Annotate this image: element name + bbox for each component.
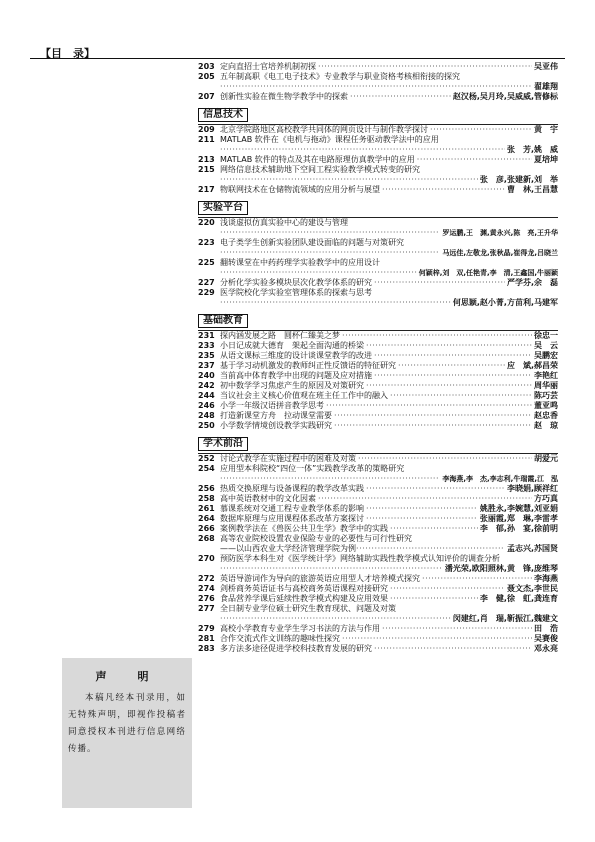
toc-entry[interactable] <box>198 331 558 341</box>
article-title: 五年制高职《电工电子技术》专业教学与职业资格考核相衔接的探究 <box>220 72 460 81</box>
article-authors: 闵建红,肖 瑞,靳振江,魏建文 <box>452 614 558 623</box>
page-number: 258 <box>198 494 215 503</box>
page-number: 281 <box>198 634 215 643</box>
dot-leader <box>350 92 451 102</box>
article-title: 基于学习动机激发的教师纠正性反馈语的特征研究 <box>220 361 396 370</box>
page-number: 272 <box>198 574 215 583</box>
article-authors: 董亚鸣 <box>534 401 558 410</box>
article-title: 浅谈虚拟仿真实验中心的建设与管理 <box>220 218 348 227</box>
toc-entry[interactable] <box>198 278 558 288</box>
page-number: 207 <box>198 92 215 101</box>
article-title: 当前高中体育教学中出现的问题及应对措施 <box>220 371 372 380</box>
dot-leader <box>220 228 440 238</box>
dot-leader <box>366 504 478 514</box>
article-authors: 严学芬,余 磊 <box>506 278 558 287</box>
page-number: 235 <box>198 351 215 360</box>
article-authors: 赵 琼 <box>534 421 558 430</box>
toc-entry[interactable] <box>198 185 558 195</box>
dot-leader <box>382 624 532 634</box>
toc-entry[interactable] <box>198 574 558 584</box>
article-authors: 吴 云 <box>534 341 558 350</box>
toc-entry[interactable] <box>198 401 558 411</box>
article-title: 高中英语教材中的文化因素 <box>220 494 316 503</box>
toc-entry[interactable] <box>198 62 558 72</box>
page-number: 213 <box>198 155 215 164</box>
dot-leader <box>390 594 478 604</box>
toc-entry[interactable] <box>198 411 558 421</box>
page-number: 233 <box>198 341 215 350</box>
page-number: 250 <box>198 421 215 430</box>
dot-leader <box>374 644 532 654</box>
article-title: 小学数学情境创设教学实践研究 <box>220 421 332 430</box>
article-title: 定向直招士官培养机制初探 <box>220 62 316 71</box>
toc-entry[interactable] <box>198 504 558 514</box>
toc-entry[interactable] <box>198 634 558 644</box>
article-title: 从语文课标三维度的设计谈课堂教学的改进 <box>220 351 372 360</box>
toc-entry[interactable] <box>198 238 558 258</box>
article-authors: 张 芳,姚 威 <box>506 145 558 154</box>
dot-leader <box>382 185 505 195</box>
dot-leader <box>334 421 532 431</box>
article-title: 物联网技术在仓储物流领域的应用分析与展望 <box>220 185 380 194</box>
article-title: 应用型本科院校“四位一体”实践教学改革的策略研究 <box>220 464 405 473</box>
dot-leader <box>220 298 451 308</box>
article-authors: 赵汉杨,吴月玲,吴威威,管修标 <box>452 92 558 101</box>
article-authors: 夏培坤 <box>534 155 558 164</box>
dot-leader <box>326 401 532 411</box>
dot-leader <box>318 62 532 72</box>
page-number: 211 <box>198 135 215 144</box>
article-authors: 徐忠一 <box>534 331 558 340</box>
article-authors: 李艳红 <box>534 371 558 380</box>
page-number: 227 <box>198 278 215 287</box>
page-number: 252 <box>198 454 215 463</box>
page-number: 209 <box>198 125 215 134</box>
toc-entry[interactable] <box>198 421 558 431</box>
article-authors: 吴赛俊 <box>534 634 558 643</box>
dot-leader <box>220 564 443 574</box>
dot-leader <box>374 351 532 361</box>
dot-leader <box>374 278 505 288</box>
article-title: 多方法多途径促进学校科技教育发展的研究 <box>220 644 372 653</box>
dot-leader <box>390 584 505 594</box>
copyright-notice <box>62 658 192 808</box>
toc-entry[interactable] <box>198 381 558 391</box>
article-title: 热质交换原理与设备课程的教学改革实践 <box>220 484 364 493</box>
article-title: 创新性实验在微生物学教学中的探索 <box>220 92 348 101</box>
page-number: 270 <box>198 554 215 563</box>
page-number: 246 <box>198 401 215 410</box>
dot-leader <box>220 268 417 278</box>
toc-entry[interactable] <box>198 484 558 494</box>
page-number: 231 <box>198 331 215 340</box>
article-title: 英语导游词作为导向的旅游英语应用型人才培养模式探究 <box>220 574 420 583</box>
page-number: 261 <box>198 504 215 513</box>
article-authors: 孟志兴,苏国贤 <box>506 544 558 553</box>
article-authors: 黄 宇 <box>534 125 558 134</box>
toc-entry[interactable] <box>198 514 558 524</box>
page-number: 225 <box>198 258 215 267</box>
dot-leader <box>366 341 532 351</box>
page-number: 205 <box>198 72 215 81</box>
page-number: 268 <box>198 534 215 543</box>
article-title: 高等农业院校设置农业保险专业的必要性与可行性研究 <box>220 534 412 543</box>
article-title: 分析化学实验多模块层次化教学体系的研究 <box>220 278 372 287</box>
page-number: 279 <box>198 624 215 633</box>
article-authors: 胡爱元 <box>534 454 558 463</box>
dot-leader <box>220 474 440 484</box>
page-number: 220 <box>198 218 215 227</box>
article-title: MATLAB 软件在《电机与拖动》课程任务驱动教学法中的应用 <box>220 135 439 144</box>
page-number: 276 <box>198 594 215 603</box>
article-authors: 何颖梓,刘 双,任艳青,李 清,王鑫国,牛丽颖 <box>418 269 558 277</box>
dot-leader <box>422 574 532 584</box>
toc-entry[interactable] <box>198 155 558 165</box>
toc-entry[interactable] <box>198 644 558 654</box>
toc-entry[interactable] <box>198 258 558 278</box>
article-title: 食品营养学课后延续性教学模式构建及应用效果 <box>220 594 388 603</box>
page-number: 215 <box>198 165 215 174</box>
article-title: 小日记成就大德育 架起全面沟通的桥梁 <box>220 341 364 350</box>
article-title: 高校小学教育专业学生学习书法的方法与作用 <box>220 624 380 633</box>
article-title: 北京学院路地区高校教学共同体的网页设计与制作教学探讨 <box>220 125 428 134</box>
page-number: 223 <box>198 238 215 247</box>
toc-entry[interactable] <box>198 604 558 624</box>
article-authors: 周华丽 <box>534 381 558 390</box>
article-authors: 张丽霞,郑 琳,李雷孝 <box>479 514 558 523</box>
article-title: 预防医学本科生对《医学统计学》网络辅助实践性教学模式认知评价的调查分析 <box>220 554 500 563</box>
toc-entry[interactable] <box>198 624 558 634</box>
notice-text: 本稿凡经本刊录用，如无特殊声明，即视作投稿者同意授权本刊进行信息网络传播。 <box>68 693 186 754</box>
page-number: 254 <box>198 464 215 473</box>
toc-entry[interactable] <box>198 165 558 185</box>
page-number: 277 <box>198 604 215 613</box>
dot-leader <box>318 494 532 504</box>
article-title: 剑桥商务英语证书与高校商务英语课程对接研究 <box>220 584 388 593</box>
article-title: MATLAB 软件的特点及其在电路原理仿真教学中的应用 <box>220 155 415 164</box>
article-title: 医学院校化学实验室管理体系的探索与思考 <box>220 288 372 297</box>
page-number: 203 <box>198 62 215 71</box>
notice-title: 声 明 <box>95 670 159 683</box>
article-title: 初中数学学习焦虑产生的原因及对策研究 <box>220 381 364 390</box>
toc-entry[interactable] <box>198 125 558 135</box>
dot-leader <box>398 361 505 371</box>
article-authors: 李晓娟,顾祥红 <box>506 484 558 493</box>
toc-entry[interactable] <box>198 454 558 464</box>
article-authors: 张 彦,张建新,刘 举 <box>479 175 558 184</box>
page-number: 264 <box>198 514 215 523</box>
section-heading: 学术前沿 <box>198 437 248 451</box>
page-number: 256 <box>198 484 215 493</box>
toc-entry[interactable] <box>198 351 558 361</box>
article-authors: 曹 林,王昌慧 <box>506 185 558 194</box>
article-authors: 陈巧芸 <box>534 391 558 400</box>
dot-leader <box>220 82 532 92</box>
toc-entry[interactable] <box>198 554 558 574</box>
article-authors: 方巧真 <box>534 494 558 503</box>
toc-entry[interactable] <box>198 524 558 534</box>
article-authors: 聂文杰,李世民 <box>506 584 558 593</box>
page-number: 237 <box>198 361 215 370</box>
page-number: 240 <box>198 371 215 380</box>
article-authors: 吴鹏宏 <box>534 351 558 360</box>
article-authors: 姚胜永,李婉慧,刘亚娟 <box>479 504 558 513</box>
article-authors: 吴亚伟 <box>534 62 558 71</box>
dot-leader <box>220 145 505 155</box>
article-title: 讨论式教学在实施过程中的困难及对策 <box>220 454 356 463</box>
article-title: 小学一年级汉语拼音教学思考 <box>220 401 324 410</box>
toc-entry[interactable] <box>198 72 558 92</box>
article-authors: 马远佳,左敬龙,张秋晶,崔得龙,吕晓兰 <box>442 249 558 257</box>
dot-leader <box>390 391 532 401</box>
article-title: 案例教学法在《兽医公共卫生学》教学中的实践 <box>220 524 388 533</box>
article-title: 慕课系统对交通工程专业教学体系的影响 <box>220 504 364 513</box>
article-title: 数据库原理与应用课程体系改革方案探讨 <box>220 514 364 523</box>
page-number: 244 <box>198 391 215 400</box>
dot-leader <box>342 634 532 644</box>
dot-leader <box>220 248 440 258</box>
page-number: 274 <box>198 584 215 593</box>
article-title: 当议社会主义核心价值观在班主任工作中的融入 <box>220 391 388 400</box>
article-authors: 何思颖,赵小菁,方苗利,马建军 <box>452 298 558 307</box>
article-title: 电子类学生创新实验团队建设面临的问题与对策研究 <box>220 238 404 247</box>
page-number: 217 <box>198 185 215 194</box>
dot-leader <box>390 524 478 534</box>
section-heading: 信息技术 <box>198 108 248 122</box>
article-authors: 赵忠香 <box>534 411 558 420</box>
page-number: 266 <box>198 524 215 533</box>
toc-entry[interactable] <box>198 494 558 504</box>
article-authors: 田 浩 <box>534 624 558 633</box>
page-number: 283 <box>198 644 215 653</box>
toc-entry[interactable] <box>198 341 558 351</box>
dot-leader <box>430 125 532 135</box>
dot-leader <box>220 175 478 185</box>
dot-leader <box>334 411 532 421</box>
article-title: 全日制专业学位硕士研究生教育现状、问题及对策 <box>220 604 396 613</box>
dot-leader <box>374 371 532 381</box>
toc-entry[interactable] <box>198 584 558 594</box>
article-authors: 李 健,徐 虹,龚连育 <box>479 594 558 603</box>
toc-list <box>198 62 558 654</box>
dot-leader <box>366 381 532 391</box>
dot-leader <box>366 514 478 524</box>
toc-entry[interactable] <box>198 288 558 308</box>
page-number: 242 <box>198 381 215 390</box>
toc-entry[interactable] <box>198 218 558 238</box>
article-authors: 翟雄翔 <box>534 82 558 91</box>
article-title: 探内涵发展之路 圆杯仁臻美之梦 <box>220 331 340 340</box>
toc-entry[interactable] <box>198 464 558 484</box>
dot-leader <box>220 614 451 624</box>
section-heading: 基础教育 <box>198 314 248 328</box>
page-number: 248 <box>198 411 215 420</box>
toc-entry[interactable] <box>198 361 558 371</box>
dot-leader <box>358 454 532 464</box>
article-title: 网络信息技术辅助地下空间工程实验教学模式转变的研究 <box>220 165 420 174</box>
dot-leader <box>342 331 532 341</box>
dot-leader <box>356 544 505 554</box>
section-heading: 实验平台 <box>198 201 248 215</box>
toc-entry[interactable] <box>198 135 558 155</box>
article-authors: 罗运鹏,王 渊,黄永兴,陈 亮,王升华 <box>442 229 558 237</box>
article-subtitle: ——以山西农业大学经济管理学院为例 <box>220 544 356 553</box>
article-authors: 邓永亮 <box>534 644 558 653</box>
article-authors: 李海燕,李 杰,李志利,牛瑞霞,江 泓 <box>442 475 558 483</box>
toc-entry[interactable] <box>198 534 558 554</box>
article-authors: 李 郁,孙 宴,徐前明 <box>479 524 558 533</box>
dot-leader <box>366 484 505 494</box>
toc-entry[interactable] <box>198 594 558 604</box>
header-rule <box>30 58 565 59</box>
page-number: 229 <box>198 288 215 297</box>
toc-entry[interactable] <box>198 391 558 401</box>
article-title: 打造新课堂方舟 拉动课堂需要 <box>220 411 332 420</box>
dot-leader <box>417 155 532 165</box>
toc-header: 【目 录】 <box>40 47 95 60</box>
toc-entry[interactable] <box>198 371 558 381</box>
article-title: 合作交流式作文训练的趣味性探究 <box>220 634 340 643</box>
article-authors: 应 斌,郝昌荣 <box>506 361 558 370</box>
article-title: 翻转课堂在中药药理学实验教学中的应用设计 <box>220 258 380 267</box>
toc-entry[interactable] <box>198 92 558 102</box>
article-authors: 潘光荣,欧阳照林,黄 锋,庞维琴 <box>444 564 558 573</box>
article-authors: 李海燕 <box>534 574 558 583</box>
